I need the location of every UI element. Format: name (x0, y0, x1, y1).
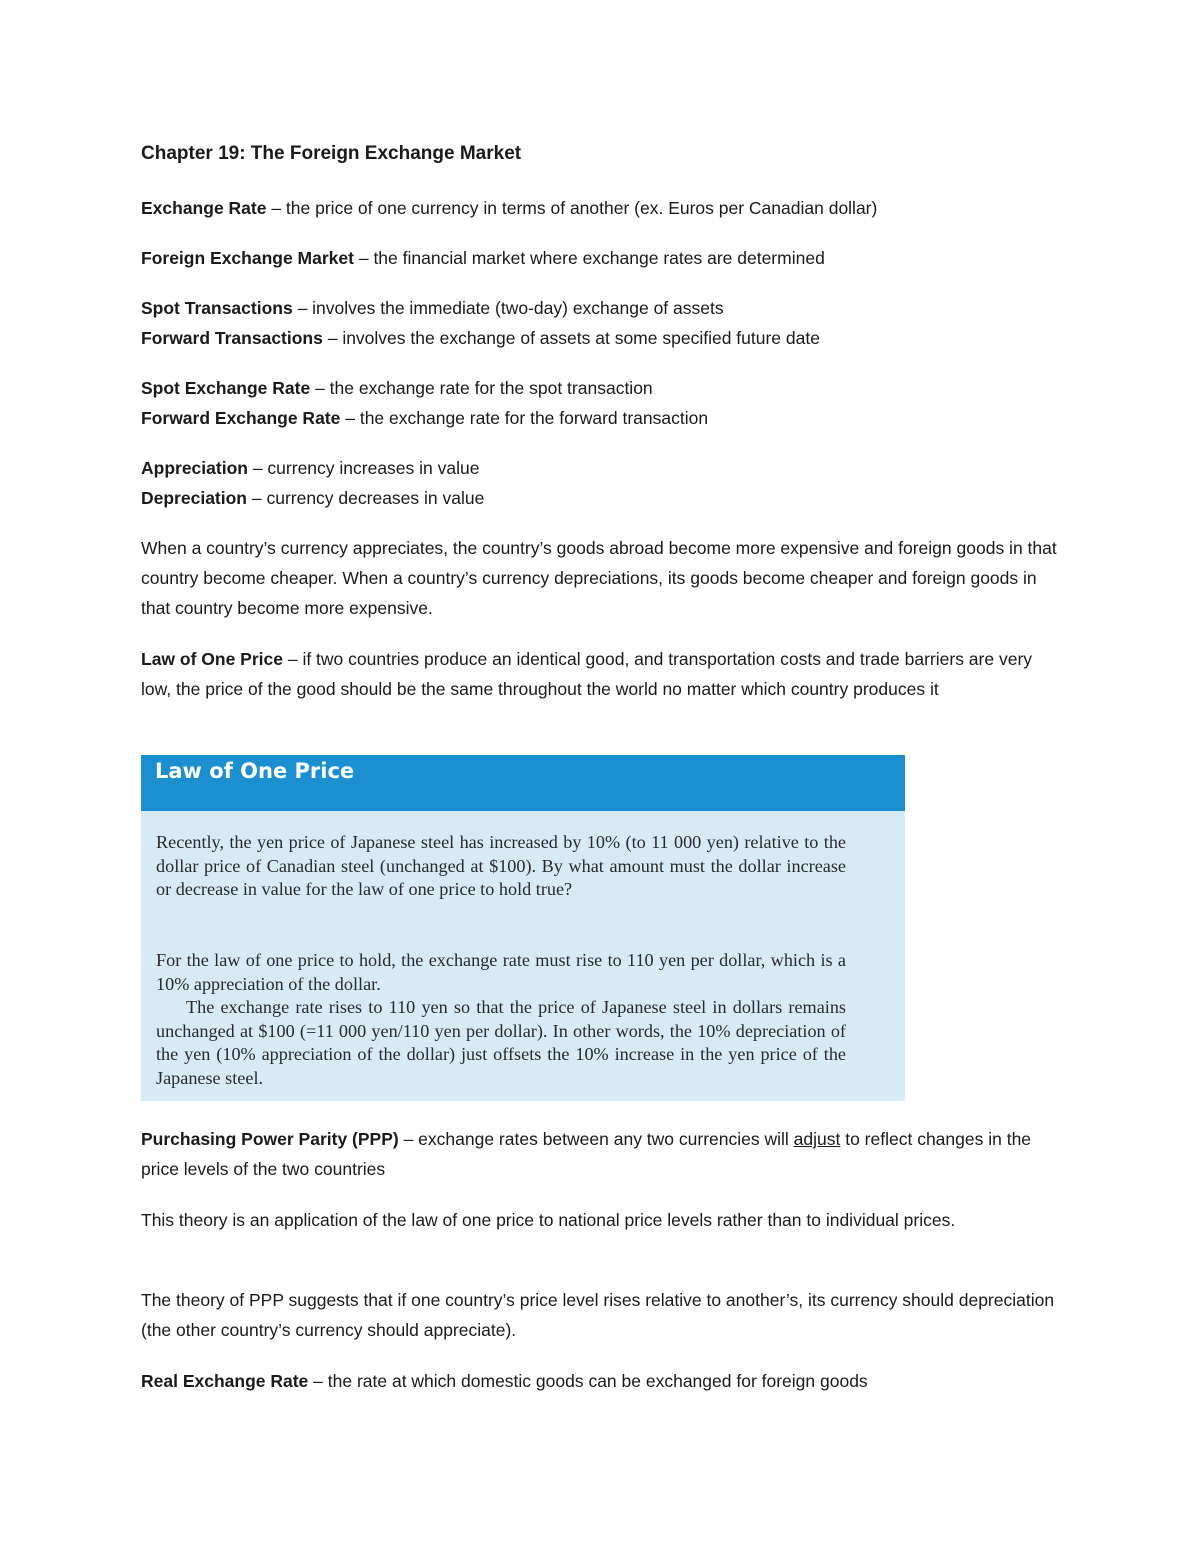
paragraph-ppp-suggests: The theory of PPP suggests that if one country’s price level rises relative to another’s, its currency should depreciation (the other country’s currency should appreciate). (141, 1290, 1055, 1340)
term-label: Foreign Exchange Market (141, 248, 354, 268)
definition-text: to reflect changes in the price levels of the two countries (141, 1129, 1032, 1179)
paragraph-ppp-theory: This theory is an application of the law of one price to national price levels rather than to individual prices. (141, 1210, 956, 1230)
term-label: Exchange Rate (141, 198, 267, 218)
definition-text: – involves the immediate (two-day) exchange of assets (292, 298, 724, 318)
example-answer-2: The exchange rate rises to 110 yen so that the price of Japanese steel in dollars remains unchanged at $100 (=11 000 yen/110 yen per dollar). In other words, the 10% depreciation of the yen (10% appreciation of the dollar) just offsets the 10% increase in the yen price of the Japanese steel. (156, 997, 846, 1088)
definition-forward-rate (141, 403, 708, 433)
definition-text: – the exchange rate for the spot transaction (310, 378, 653, 398)
law-of-one-price-example-box (141, 755, 905, 1101)
term-label: Depreciation (141, 488, 247, 508)
example-box-title: Law of One Price (155, 759, 355, 783)
definition-text: – currency increases in value (247, 458, 480, 478)
term-label: Spot Exchange Rate (141, 378, 311, 398)
definition-text: – the price of one currency in terms of another (ex. Euros per Canadian dollar) (266, 198, 878, 218)
definition-text: – involves the exchange of assets at some specified future date (322, 328, 820, 348)
paragraph-ppp (141, 1124, 1061, 1184)
term-label: Spot Transactions (141, 298, 293, 318)
example-box-header (141, 755, 905, 811)
definition-text: – exchange rates between any two currencies will (398, 1129, 794, 1149)
definition-depreciation (141, 483, 484, 513)
definition-spot-rate (141, 373, 653, 403)
term-label: Forward Transactions (141, 328, 323, 348)
term-label: Purchasing Power Parity (PPP) (141, 1129, 399, 1149)
definition-text: – the financial market where exchange rates are determined (353, 248, 825, 268)
term-label: Forward Exchange Rate (141, 408, 341, 428)
definition-spot-transactions (141, 293, 724, 323)
definition-exchange-rate (141, 193, 877, 223)
term-label: Appreciation (141, 458, 248, 478)
definition-appreciation (141, 453, 479, 483)
definition-text: – if two countries produce an identical good, and transportation costs and trade barriers are very low, the price of the good should be the same throughout the world no matter which country produces it (141, 649, 1033, 699)
example-answer-1: For the law of one price to hold, the exchange rate must rise to 110 yen per dollar, which is a 10% appreciation of the dollar. (156, 950, 846, 994)
definition-forward-transactions (141, 323, 820, 353)
definition-real-exchange-rate (141, 1366, 868, 1396)
definition-fx-market (141, 243, 825, 273)
definition-text: – the rate at which domestic goods can be exchanged for foreign goods (308, 1371, 868, 1391)
term-label: Real Exchange Rate (141, 1371, 309, 1391)
example-question: Recently, the yen price of Japanese steel has increased by 10% (to 11 000 yen) relative to the dollar price of Canadian steel (unchanged at $100). By what amount must the dollar increase or decrease in value for the law of one price to hold true? (156, 832, 846, 899)
term-label: Law of One Price (141, 649, 283, 669)
definition-text: – currency decreases in value (247, 488, 485, 508)
chapter-title: Chapter 19: The Foreign Exchange Market (141, 143, 522, 164)
paragraph-law-of-one-price (141, 644, 1061, 704)
underlined-word: adjust (793, 1129, 841, 1149)
definition-text: – the exchange rate for the forward transaction (340, 408, 709, 428)
paragraph-currency-effects: When a country’s currency appreciates, the country’s goods abroad become more expensive and foreign goods in that country become cheaper. When a country’s currency depreciations, its goods become cheaper and foreign goods in that country become more expensive. (141, 538, 1057, 618)
